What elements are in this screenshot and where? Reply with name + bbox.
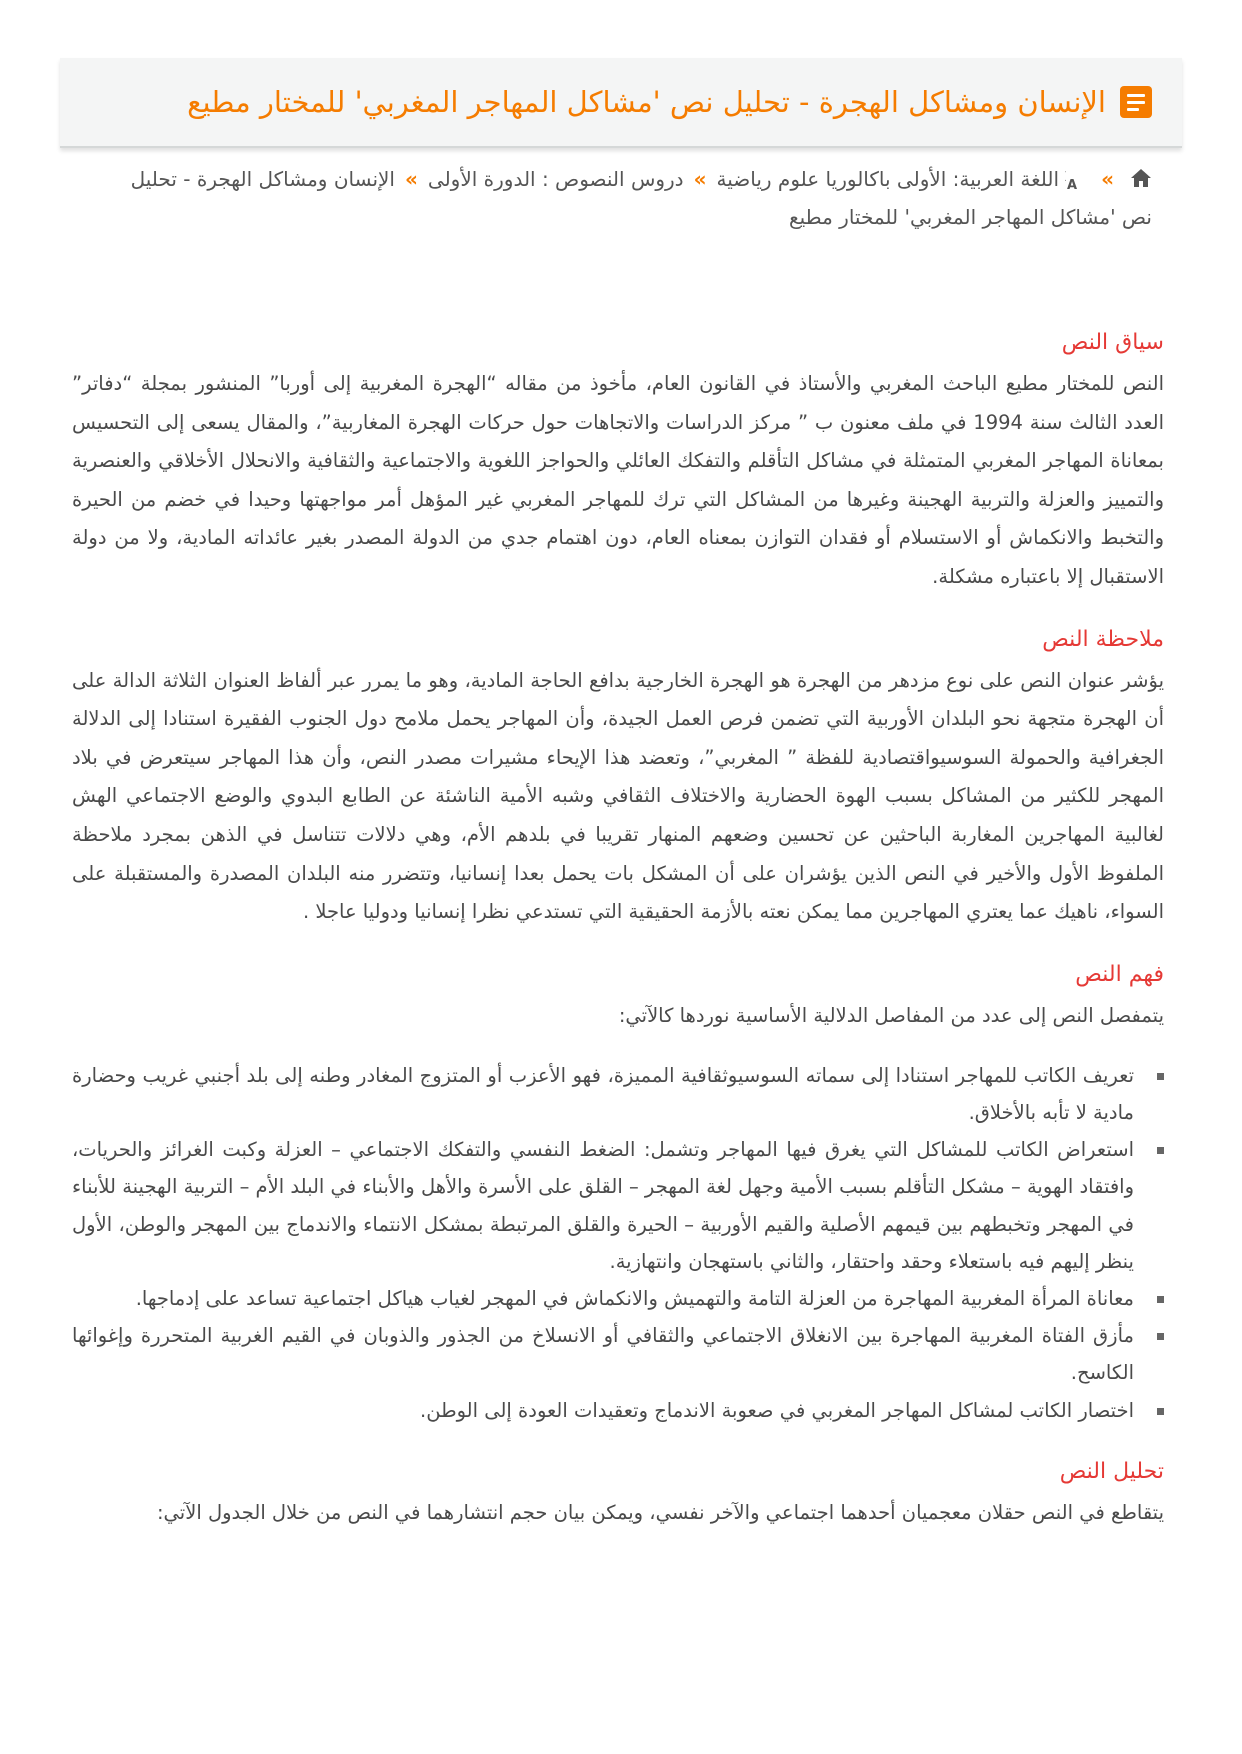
- list-item: استعراض الكاتب للمشاكل التي يغرق فيها المهاجر وتشمل: الضغط النفسي والتفكك الاجتماعي – العزلة وكبت الغرائز والحريات، وافتقاد الهوية – مشكل التأقلم بسبب الأمية وجهل لغة المهجر – القلق على الأسرة والأهل والأبناء في البلد الأم – التربية الهجينة للأبناء في المهجر وتخبطهم بين قيمهم الأصلية والقيم الأوربية – الحيرة والقلق المرتبطة بمشكل الانتماء والاندماج بين المهجر والوطن، الأول ينظر إليهم فيه باستعلاء وحقد واحتقار، والثاني باستهجان وانتهازية.: [72, 1131, 1134, 1280]
- observation-title: ملاحظة النص: [1042, 626, 1164, 652]
- comprehension-intro: يتمفصل النص إلى عدد من المفاصل الدلالية الأساسية نوردها كالآتي:: [618, 1003, 1164, 1027]
- article-content: [72, 330, 1164, 1532]
- context-text: النص للمختار مطيع الباحث المغربي والأستاذ في القانون العام، مأخوذ من مقاله “الهجرة المغربية إلى أوربا” المنشور بمجلة “دفاتر” العدد الثالث سنة 1994 في ملف معنون ب ” مركز الدراسات والاتجاهات حول حركات الهجرة المغاربية”، والمقال يسعى إلى التحسيس بمعاناة المهاجر المغربي المتمثلة في مشاكل التأقلم والتفكك العائلي والحواجز اللغوية والاجتماعية والثقافية والانحلال الأخلاقي والعنصرية والتمييز والعزلة والتربية الهجينة وغيرها من المشاكل التي ترك للمهاجر المغربي غير المؤهل أمر مواجهتها وحيدا في خضم من الحيرة والتخبط والانكماش أو الاستسلام أو فقدان التوازن بمعناه العام، دون اهتمام جدي من الدولة المصدر بغير عائداته المادية، ولا من دولة الاستقبال إلا باعتباره مشكلة.: [72, 372, 1164, 588]
- comprehension-list: [72, 1057, 1164, 1429]
- document-icon: [1120, 86, 1152, 118]
- context-title: سياق النص: [1061, 330, 1164, 355]
- breadcrumb-section-link[interactable]: دروس النصوص : الدورة الأولى: [427, 167, 684, 191]
- page-header: [60, 58, 1182, 148]
- page-title: الإنسان ومشاكل الهجرة - تحليل نص 'مشاكل المهاجر المغربي' للمختار مطيع: [187, 84, 1106, 119]
- breadcrumb-separator: »: [693, 167, 707, 191]
- analysis-intro: يتقاطع في النص حقلان معجميان أحدهما اجتماعي والآخر نفسي، ويمكن بيان حجم انتشارهما في النص من خلال الجدول الآتي:: [156, 1500, 1164, 1524]
- svg-text:A: A: [1067, 178, 1078, 191]
- list-item: اختصار الكاتب لمشاكل المهاجر المغربي في صعوبة الاندماج وتعقيدات العودة إلى الوطن.: [72, 1392, 1134, 1429]
- observation-section: [72, 627, 1164, 932]
- list-item: مأزق الفتاة المغربية المهاجرة بين الانغلاق الاجتماعي والثقافي أو الانسلاخ من الجذور والذوبان في القيم الغربية المتحررة وإغوائها الكاسح.: [72, 1317, 1134, 1391]
- list-item: تعريف الكاتب للمهاجر استنادا إلى سماته السوسيوثقافية المميزة، فهو الأعزب أو المتزوج المغادر وطنه إلى بلد أجنبي غريب وحضارة مادية لا تأبه بالأخلاق.: [72, 1057, 1134, 1131]
- analysis-section: [72, 1459, 1164, 1532]
- translate-icon: [1065, 167, 1091, 191]
- breadcrumb-category-link[interactable]: اللغة العربية: الأولى باكالوريا علوم رياضية: [716, 167, 1060, 191]
- observation-text: يؤشر عنوان النص على نوع مزدهر من الهجرة هو الهجرة الخارجية بدافع الحاجة المادية، وهو ما يمرر عبر ألفاظ العنوان الثلاثة الدالة على أن الهجرة متجهة نحو البلدان الأوربية التي تضمن فرص العمل الجيدة، وأن المهاجر يحمل ملامح دول الجنوب الفقيرة استنادا إلى الدلالة الجغرافية والحمولة السوسيواقتصادية للفظة ” المغربي”، وتعضد هذا الإيحاء مشيرات مصدر النص، وأن هذا المهاجر سيتعرض في بلاد المهجر للكثير من المشاكل بسبب الهوة الحضارية والاختلاف الثقافي وشبه الأمية الناشئة عن الطابع البدوي والوضع الاجتماعي الهش لغالبية المهاجرين المغاربة الباحثين عن تحسين وضعهم المنهار تقريبا في بلدهم الأم، وهي دلالات تتناسل في الذهن بمجرد ملاحظة الملفوظ الأول والأخير في النص الذين يؤشران على أن المشكل بات يحمل بعدا إنسانيا، وتتضرر منه البلدان المصدرة والمستقبلة على السواء، ناهيك عما يعتري المهاجرين مما يمكن نعته بالأزمة الحقيقية التي تستدعي نظرا إنسانيا ودوليا عاجلا .: [72, 668, 1164, 924]
- comprehension-title: فهم النص: [1075, 961, 1164, 987]
- breadcrumb-separator: »: [1101, 167, 1114, 191]
- analysis-title: تحليل النص: [1059, 1458, 1164, 1484]
- breadcrumb: [122, 160, 1152, 236]
- comprehension-section: [72, 962, 1164, 1429]
- svg-text:文: [1065, 168, 1066, 184]
- home-icon[interactable]: [1130, 168, 1152, 188]
- breadcrumb-current: الإنسان ومشاكل الهجرة - تحليل نص 'مشاكل المهاجر المغربي' للمختار مطيع: [130, 167, 1152, 229]
- context-section: [72, 330, 1164, 597]
- breadcrumb-separator: »: [404, 167, 418, 191]
- list-item: معاناة المرأة المغربية المهاجرة من العزلة التامة والتهميش والانكماش في المهجر لغياب هياكل اجتماعية تساعد على إدماجها.: [72, 1280, 1134, 1317]
